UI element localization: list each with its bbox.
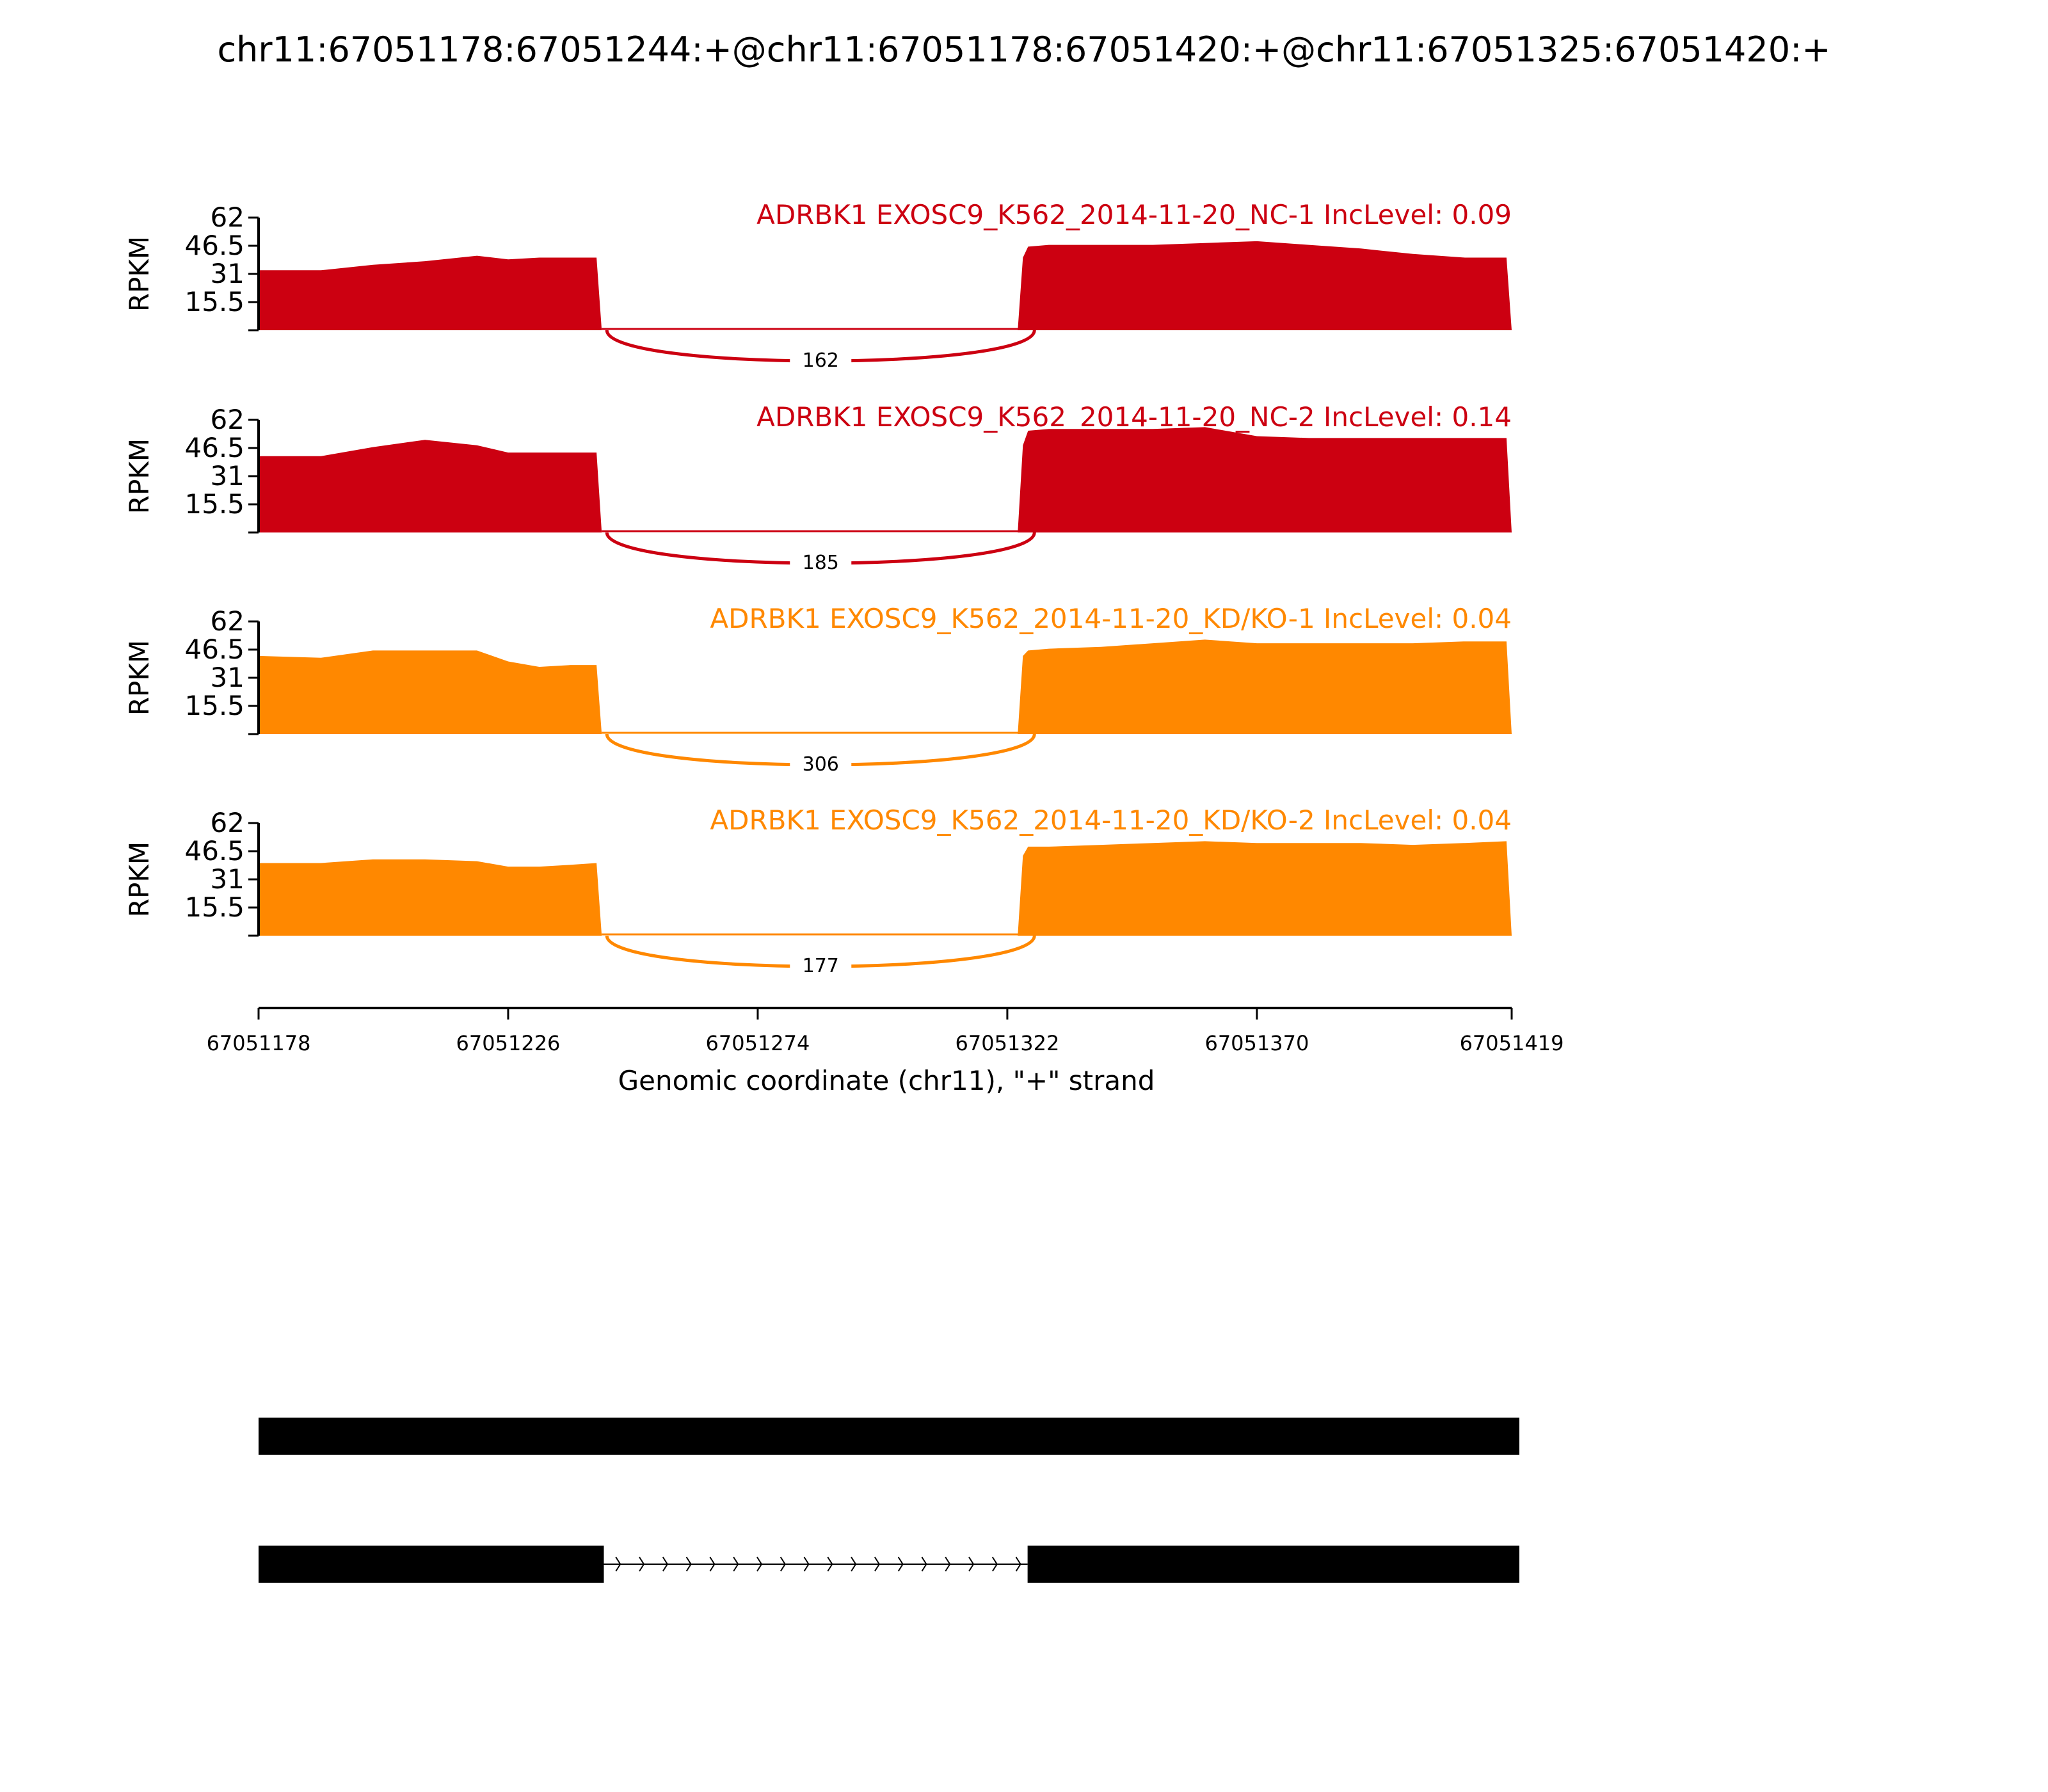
y-axis-label: RPKM	[124, 438, 155, 515]
coverage-area	[259, 639, 1512, 734]
y-tick-label: 62	[210, 605, 244, 637]
coverage-track	[124, 804, 1512, 978]
y-tick-label: 46.5	[184, 634, 244, 665]
coverage-area	[259, 427, 1512, 532]
x-tick-label: 67051419	[1459, 1031, 1564, 1055]
y-tick-label: 31	[210, 863, 244, 895]
x-axis	[207, 1008, 1564, 1096]
y-axis-label: RPKM	[124, 639, 155, 716]
coverage-tracks	[124, 199, 1512, 978]
y-tick-label: 31	[210, 258, 244, 289]
y-tick-label: 62	[210, 404, 244, 435]
coverage-track	[124, 603, 1512, 776]
y-tick-label: 46.5	[184, 432, 244, 463]
track-label: ADRBK1 EXOSC9_K562_2014-11-20_NC-1 IncLevel: 0.09	[756, 199, 1512, 230]
x-tick-label: 67051370	[1204, 1031, 1309, 1055]
junction-count-label: 177	[802, 955, 839, 977]
track-label: ADRBK1 EXOSC9_K562_2014-11-20_KD/KO-2 IncLevel: 0.04	[710, 804, 1512, 836]
coverage-track	[124, 401, 1512, 575]
track-label: ADRBK1 EXOSC9_K562_2014-11-20_KD/KO-1 IncLevel: 0.04	[710, 603, 1512, 634]
x-tick-label: 67051322	[955, 1031, 1060, 1055]
y-tick-label: 46.5	[184, 835, 244, 867]
y-tick-label: 62	[210, 202, 244, 233]
exon-block	[259, 1418, 1519, 1455]
exon-block	[259, 1546, 604, 1583]
gene-model-panel	[259, 1418, 1519, 1583]
coverage-area	[259, 841, 1512, 936]
y-tick-label: 15.5	[184, 286, 244, 317]
y-axis-label: RPKM	[124, 236, 155, 312]
y-tick-label: 31	[210, 460, 244, 492]
gene-model	[259, 1418, 1519, 1455]
plot-title: chr11:67051178:67051244:+@chr11:67051178:67051420:+@chr11:67051325:67051420:+	[217, 29, 1831, 70]
gene-model	[259, 1546, 1519, 1583]
y-axis-label: RPKM	[124, 841, 155, 918]
y-tick-label: 46.5	[184, 230, 244, 261]
y-tick-label: 15.5	[184, 892, 244, 923]
y-tick-label: 15.5	[184, 488, 244, 520]
y-tick-label: 62	[210, 807, 244, 838]
coverage-area	[259, 241, 1512, 330]
coverage-track	[124, 199, 1512, 372]
junction-count-label: 306	[802, 753, 839, 776]
x-axis-label: Genomic coordinate (chr11), "+" strand	[618, 1065, 1155, 1096]
y-tick-label: 31	[210, 662, 244, 693]
x-tick-label: 67051226	[456, 1031, 561, 1055]
exon-block	[1028, 1546, 1519, 1583]
y-tick-label: 15.5	[184, 690, 244, 721]
junction-count-label: 185	[802, 552, 839, 574]
x-tick-label: 67051274	[705, 1031, 810, 1055]
junction-count-label: 162	[802, 349, 839, 372]
x-tick-label: 67051178	[206, 1031, 311, 1055]
track-label: ADRBK1 EXOSC9_K562_2014-11-20_NC-2 IncLevel: 0.14	[756, 401, 1512, 433]
